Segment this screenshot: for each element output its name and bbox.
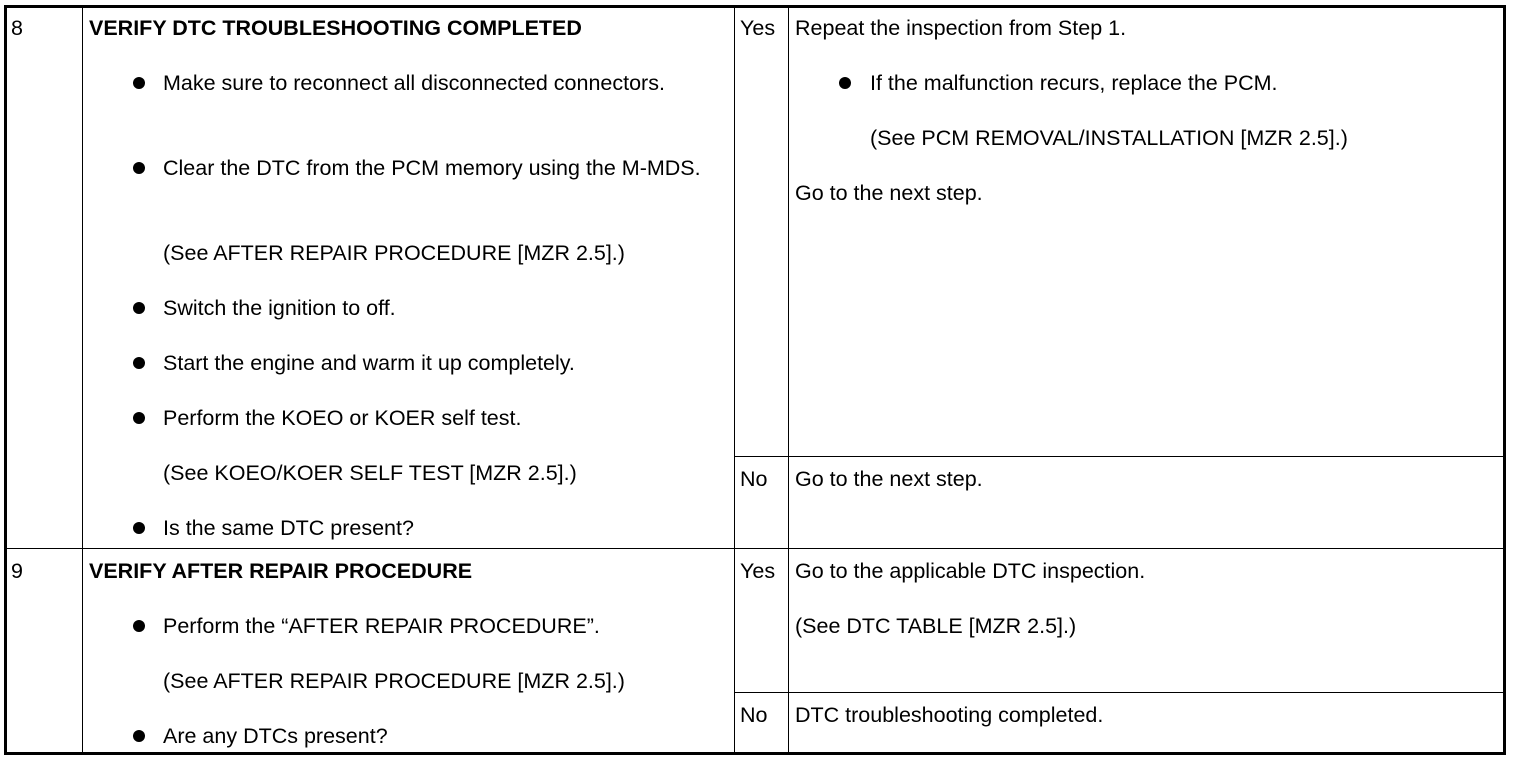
answer-yes-next: Go to the next step. xyxy=(795,181,983,205)
bullet-icon xyxy=(133,620,145,632)
answer-yes-action: Repeat the inspection from Step 1. xyxy=(795,16,1127,40)
answer-yes-label: Yes xyxy=(740,559,776,583)
answer-no-action: Go to the next step. xyxy=(795,467,983,491)
step-reference: (See KOEO/KOER SELF TEST [MZR 2.5].) xyxy=(163,461,577,485)
row-divider-step9-yes-no xyxy=(734,692,1506,693)
bullet-icon xyxy=(133,730,145,742)
answer-no-label: No xyxy=(740,467,768,491)
answer-yes-reference: (See DTC TABLE [MZR 2.5].) xyxy=(795,614,1077,638)
answer-no-action: DTC troubleshooting completed. xyxy=(795,703,1104,727)
step-instruction: Switch the ignition to off. xyxy=(163,296,396,320)
row-divider-step8-yes-no xyxy=(734,456,1506,457)
step-reference: (See AFTER REPAIR PROCEDURE [MZR 2.5].) xyxy=(163,669,625,693)
step-instruction: Clear the DTC from the PCM memory using the M-MDS. xyxy=(163,156,701,180)
bullet-icon xyxy=(133,357,145,369)
step-instruction: Perform the KOEO or KOER self test. xyxy=(163,406,522,430)
step-reference: (See AFTER REPAIR PROCEDURE [MZR 2.5].) xyxy=(163,241,625,265)
step-title: VERIFY DTC TROUBLESHOOTING COMPLETED xyxy=(89,16,582,40)
bullet-icon xyxy=(133,162,145,174)
step-question: Is the same DTC present? xyxy=(163,516,414,540)
answer-yes-reference: (See PCM REMOVAL/INSTALLATION [MZR 2.5].) xyxy=(870,126,1348,150)
troubleshooting-table xyxy=(4,5,1506,755)
column-divider-answer xyxy=(788,5,789,755)
row-divider-step8 xyxy=(4,548,1506,549)
step-title: VERIFY AFTER REPAIR PROCEDURE xyxy=(89,559,473,583)
answer-yes-label: Yes xyxy=(740,16,776,40)
step-instruction: Make sure to reconnect all disconnected connectors. xyxy=(163,71,665,95)
bullet-icon xyxy=(133,77,145,89)
bullet-icon xyxy=(839,77,851,89)
answer-no-label: No xyxy=(740,703,768,727)
step-number: 9 xyxy=(11,559,23,583)
bullet-icon xyxy=(133,302,145,314)
column-divider-number xyxy=(82,5,83,755)
step-question: Are any DTCs present? xyxy=(163,724,388,748)
step-instruction: Perform the “AFTER REPAIR PROCEDURE”. xyxy=(163,614,600,638)
step-number: 8 xyxy=(11,16,23,40)
answer-yes-action: Go to the applicable DTC inspection. xyxy=(795,559,1146,583)
bullet-icon xyxy=(133,412,145,424)
step-instruction: Start the engine and warm it up completely. xyxy=(163,351,575,375)
bullet-icon xyxy=(133,522,145,534)
column-divider-action xyxy=(734,5,735,755)
answer-yes-instruction: If the malfunction recurs, replace the PCM. xyxy=(870,71,1278,95)
